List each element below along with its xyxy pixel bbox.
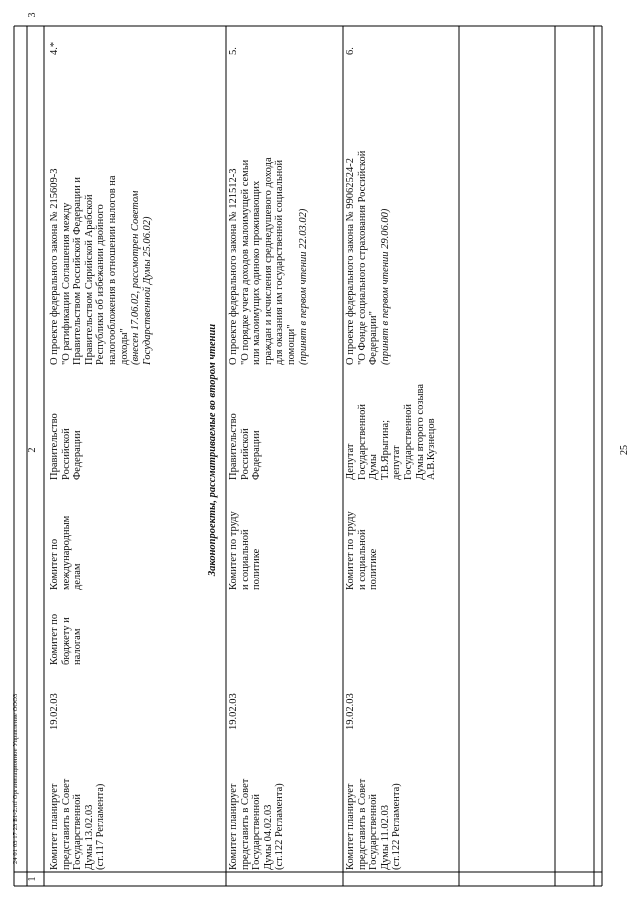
section-heading: Законопроекты, рассматриваемые во втором чтении xyxy=(207,323,218,577)
initiator: Правительство Российской Федерации xyxy=(228,413,263,480)
plan-note: Комитет планирует представить в Совет Государственной Думы 04.02.03 (ст.122 Регламента) xyxy=(228,778,286,870)
row-number: 4.* xyxy=(49,41,60,55)
consideration-date: 19.02.03 xyxy=(228,693,239,730)
initiator: Правительство Российской Федерации xyxy=(49,413,84,480)
initiator: Депутат Государственной Думы Т.В.Ярыгина; депутат Государственной Думы второго созыва А.В.Кузнецов xyxy=(345,383,438,480)
page-number: 25 xyxy=(619,445,630,455)
lead-committee: Комитет по международным делам xyxy=(49,515,84,590)
lead-committee: Комитет по труду и социальной политике xyxy=(228,511,263,590)
bill-title: О проекте федерального закона № 215609-3 "О ратификации Соглашения между Правительством Российской Федерации и Правительством Сирийской Арабской Республики об избежании двойного налогообложения в отношении налогов на доходы" (внесен 17.06.02, рассмотрен Советом Государственной Думы 25.06.02) xyxy=(49,168,153,365)
page-footer: 24 01 03 17 23 Б1-2.rtf Организационное Управление ООО3 xyxy=(12,693,19,864)
plan-note: Комитет планирует представить в Совет Государственной Думы 11.02.03 (ст.122 Регламента) xyxy=(345,778,403,870)
column-header-3: 3 xyxy=(27,12,38,18)
plan-note: Комитет планирует представить в Совет Государственной Думы 13.02.03 (ст.117 Регламента) xyxy=(49,778,107,870)
column-header-1: 1 xyxy=(27,876,38,882)
bill-title: О проекте федерального закона № 99062524-2 "О Фонде социального страхования Российской Федерации" (принят в первом чтении 29.06.00) xyxy=(345,150,391,365)
column-header-2: 2 xyxy=(27,447,38,453)
row-number: 5. xyxy=(228,47,239,55)
bill-title: О проекте федерального закона № 121512-3 "О порядке учета доходов малоимущей семьи или малоимущих одиноко проживающих граждан и исчисления среднедушевого дохода для оказания им государственной социальной помощи" (принят в первом чтении 22.03.02) xyxy=(228,157,309,365)
row-number: 6. xyxy=(345,47,356,55)
consideration-date: 19.02.03 xyxy=(49,693,60,730)
lead-committee: Комитет по труду и социальной политике xyxy=(345,511,380,590)
co-committee: Комитет по бюджету и налогам xyxy=(49,613,84,665)
consideration-date: 19.02.03 xyxy=(345,693,356,730)
